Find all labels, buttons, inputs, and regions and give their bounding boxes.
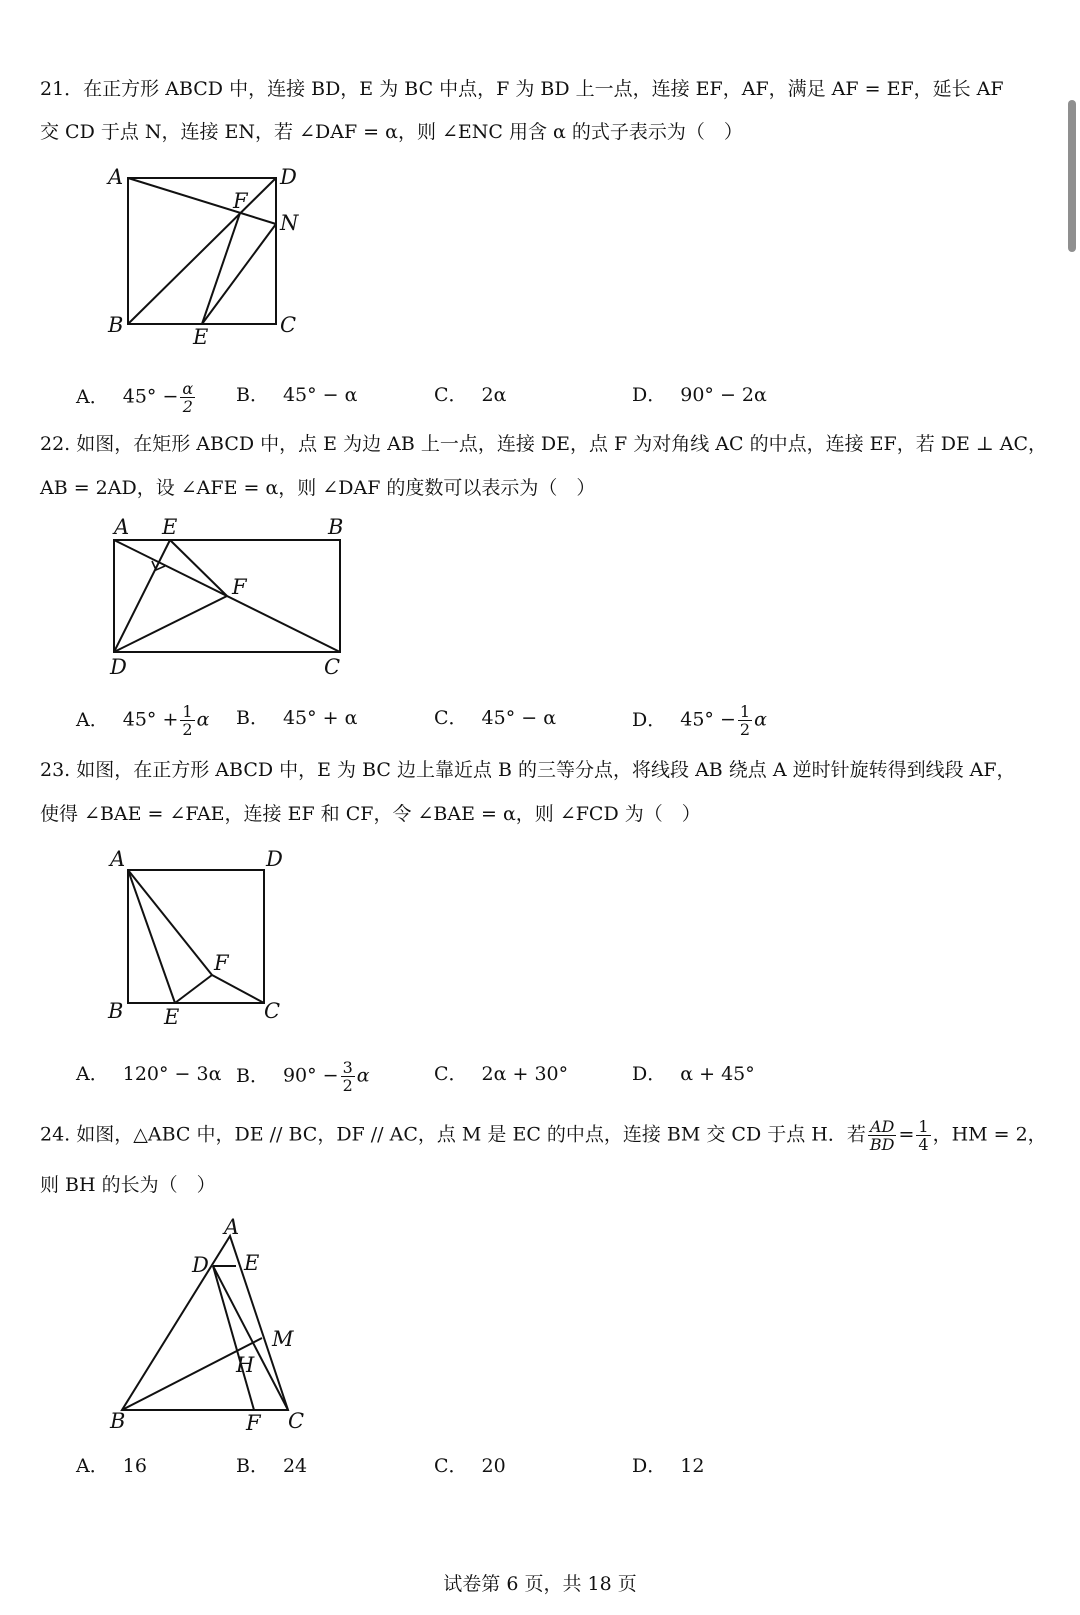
q22-option-a-prefix: 45° + bbox=[122, 708, 179, 731]
q21-option-a-prefix: 45° − bbox=[122, 385, 179, 408]
q21-option-d-label: D． bbox=[632, 384, 667, 406]
q23-label-f: F bbox=[214, 951, 229, 975]
q21-option-a[interactable] bbox=[76, 380, 197, 415]
q23-segment-af bbox=[128, 870, 212, 975]
q24-option-b[interactable] bbox=[236, 1451, 307, 1481]
q21-label-d: D bbox=[280, 165, 297, 189]
q24-option-c-label: C． bbox=[434, 1455, 468, 1477]
q24-label-m: M bbox=[272, 1327, 294, 1351]
q22-option-a-den: 2 bbox=[182, 720, 193, 739]
q22-option-d-prefix: 45° − bbox=[680, 708, 736, 731]
q22-option-d-suffix: α bbox=[754, 708, 767, 731]
q23-segment-ef bbox=[175, 975, 212, 1003]
q24-figure bbox=[100, 1210, 340, 1450]
q21-segment-ef bbox=[202, 213, 240, 324]
q22-option-a-fraction bbox=[180, 703, 194, 738]
q22-option-a[interactable] bbox=[76, 703, 209, 738]
q21-label-c: C bbox=[280, 313, 297, 337]
q21-option-c-label: C． bbox=[434, 384, 468, 406]
q24-option-c[interactable] bbox=[434, 1451, 506, 1481]
q24-text-line1 bbox=[40, 1118, 1047, 1153]
q21-option-a-label: A． bbox=[76, 385, 109, 408]
q24-label-a: A bbox=[224, 1215, 240, 1239]
q24-label-e: E bbox=[244, 1251, 260, 1275]
q21-diagonal-bd bbox=[128, 178, 276, 324]
q24-label-d: D bbox=[192, 1253, 209, 1277]
vertical-scrollbar-thumb[interactable] bbox=[1068, 100, 1076, 252]
q23-label-a: A bbox=[110, 847, 126, 871]
q23-option-d-label: D． bbox=[632, 1063, 667, 1085]
q22-label-a: A bbox=[114, 515, 130, 539]
q23-text-line2: 使得 ∠BAE = ∠FAE，连接 EF 和 CF，令 ∠BAE = α，则 ∠FCD 为（ ） bbox=[40, 803, 701, 825]
q21-text-line2: 交 CD 于点 N，连接 EN，若 ∠DAF = α，则 ∠ENC 用含 α 的式子表示为（ ） bbox=[40, 121, 743, 143]
q24-option-d-label: D． bbox=[632, 1455, 667, 1477]
q23-option-b-num: 3 bbox=[342, 1058, 353, 1077]
q21-figure bbox=[100, 160, 330, 360]
q22-option-d-label: D． bbox=[632, 708, 667, 731]
q22-segment-ef bbox=[170, 540, 227, 596]
q22-option-b-text: 45° + α bbox=[282, 707, 358, 729]
q23-segment-fc bbox=[212, 975, 264, 1003]
q22-segment-df bbox=[114, 596, 227, 652]
q24-option-b-text: 24 bbox=[282, 1455, 308, 1477]
q24-label-b: B bbox=[110, 1409, 126, 1433]
q23-option-b-prefix: 90° − bbox=[282, 1064, 339, 1087]
q24-option-c-text: 20 bbox=[481, 1455, 506, 1477]
q24-ratio-value bbox=[916, 1118, 930, 1153]
q23-label-c: C bbox=[264, 999, 281, 1023]
q23-option-a-label: A． bbox=[76, 1063, 109, 1085]
q21-label-a: A bbox=[108, 165, 124, 189]
q24-option-d[interactable] bbox=[632, 1451, 704, 1481]
q22-option-c-label: C． bbox=[434, 707, 468, 729]
q23-option-a[interactable] bbox=[76, 1059, 221, 1089]
q23-label-e: E bbox=[164, 1005, 180, 1029]
q21-option-a-fraction bbox=[180, 380, 195, 415]
q22-segment-de bbox=[114, 540, 170, 652]
q22-option-a-suffix: α bbox=[196, 708, 210, 731]
q22-option-a-num: 1 bbox=[182, 702, 193, 721]
q22-text-line2: AB = 2AD，设 ∠AFE = α，则 ∠DAF 的度数可以表示为（ ） bbox=[40, 477, 596, 499]
q22-label-e: E bbox=[162, 515, 178, 539]
q23-label-b: B bbox=[108, 999, 124, 1023]
q22-figure bbox=[100, 510, 380, 680]
q24-text-line2: 则 BH 的长为（ ） bbox=[40, 1174, 216, 1196]
q22-option-d-den: 2 bbox=[739, 720, 751, 739]
q24-label-h: H bbox=[236, 1353, 255, 1377]
q22-option-a-label: A． bbox=[76, 708, 109, 731]
q24-option-b-label: B． bbox=[236, 1455, 269, 1477]
q23-option-a-text: 120° − 3α bbox=[122, 1063, 222, 1085]
q22-option-d-num: 1 bbox=[739, 702, 751, 721]
q22-text-line1: 22. 如图，在矩形 ABCD 中，点 E 为边 AB 上一点，连接 DE，点 F 为对角线 AC 的中点，连接 EF，若 DE ⊥ AC， bbox=[40, 433, 1048, 455]
q24-label-c: C bbox=[288, 1409, 305, 1433]
q23-option-c-text: 2α + 30° bbox=[481, 1063, 569, 1085]
q24-ratio-fraction bbox=[868, 1118, 897, 1153]
q23-text-line1: 23. 如图，在正方形 ABCD 中，E 为 BC 边上靠近点 B 的三等分点，将线段 AB 绕点 A 逆时针旋转得到线段 AF， bbox=[40, 759, 1016, 781]
q22-option-d-fraction bbox=[738, 703, 752, 738]
q23-figure bbox=[100, 840, 330, 1040]
q23-option-c-label: C． bbox=[434, 1063, 468, 1085]
q21-label-e: E bbox=[193, 325, 209, 349]
q23-option-b[interactable] bbox=[236, 1059, 370, 1094]
q21-label-f: F bbox=[233, 189, 248, 213]
q24-option-a-label: A． bbox=[76, 1455, 109, 1477]
q22-label-b: B bbox=[328, 515, 344, 539]
q24-equals: = bbox=[898, 1123, 915, 1146]
q21-label-n: N bbox=[280, 211, 299, 235]
q24-ratio-num: 1 bbox=[918, 1117, 929, 1136]
q22-label-f: F bbox=[232, 575, 247, 599]
q23-option-b-fraction bbox=[341, 1059, 355, 1094]
page-footer: 试卷第 6 页，共 18 页 bbox=[443, 1573, 637, 1595]
q23-option-b-label: B． bbox=[236, 1064, 269, 1087]
q24-text-line1-b: ，HM = 2， bbox=[932, 1123, 1047, 1146]
q24-text-line1-a: 24. 如图，△ABC 中，DE // BC，DF // AC，点 M 是 EC 的中点，连接 BM 交 CD 于点 H．若 bbox=[40, 1123, 866, 1146]
q21-text-line1: 21．在正方形 ABCD 中，连接 BD，E 为 BC 中点，F 为 BD 上一点，连接 EF，AF，满足 AF = EF，延长 AF bbox=[40, 78, 1004, 100]
q24-option-d-text: 12 bbox=[680, 1455, 705, 1477]
q21-option-d-text: 90° − 2α bbox=[680, 384, 767, 406]
q23-label-d: D bbox=[266, 847, 283, 871]
q21-option-c[interactable] bbox=[434, 380, 506, 410]
q24-frac-num: AD bbox=[868, 1118, 897, 1136]
q24-ratio-den: 4 bbox=[918, 1135, 929, 1154]
q23-option-c[interactable] bbox=[434, 1059, 568, 1089]
q22-label-c: C bbox=[324, 655, 341, 679]
q21-option-d[interactable] bbox=[632, 380, 767, 410]
q21-option-c-text: 2α bbox=[481, 384, 507, 406]
q23-option-b-den: 2 bbox=[342, 1076, 353, 1095]
q21-option-b-text: 45° − α bbox=[282, 384, 358, 406]
q24-option-a[interactable] bbox=[76, 1451, 147, 1481]
q21-label-b: B bbox=[108, 313, 124, 337]
q24-option-a-text: 16 bbox=[122, 1455, 147, 1477]
q22-label-d: D bbox=[110, 655, 127, 679]
q22-option-b-label: B． bbox=[236, 707, 269, 729]
q22-option-b[interactable] bbox=[236, 703, 357, 733]
q23-segment-ae bbox=[128, 870, 175, 1003]
q21-option-b[interactable] bbox=[236, 380, 357, 410]
q22-option-c-text: 45° − α bbox=[481, 707, 557, 729]
q21-option-b-label: B． bbox=[236, 384, 269, 406]
q24-frac-den: BD bbox=[869, 1135, 895, 1154]
q23-square bbox=[128, 870, 264, 1003]
q22-option-d[interactable] bbox=[632, 703, 767, 738]
q21-option-a-num: α bbox=[182, 379, 194, 398]
q23-option-d[interactable] bbox=[632, 1059, 755, 1089]
q23-option-d-text: α + 45° bbox=[680, 1063, 755, 1085]
q21-option-a-den: 2 bbox=[182, 397, 193, 416]
q23-option-b-suffix: α bbox=[356, 1064, 370, 1087]
q24-label-f: F bbox=[246, 1411, 261, 1435]
q22-option-c[interactable] bbox=[434, 703, 556, 733]
